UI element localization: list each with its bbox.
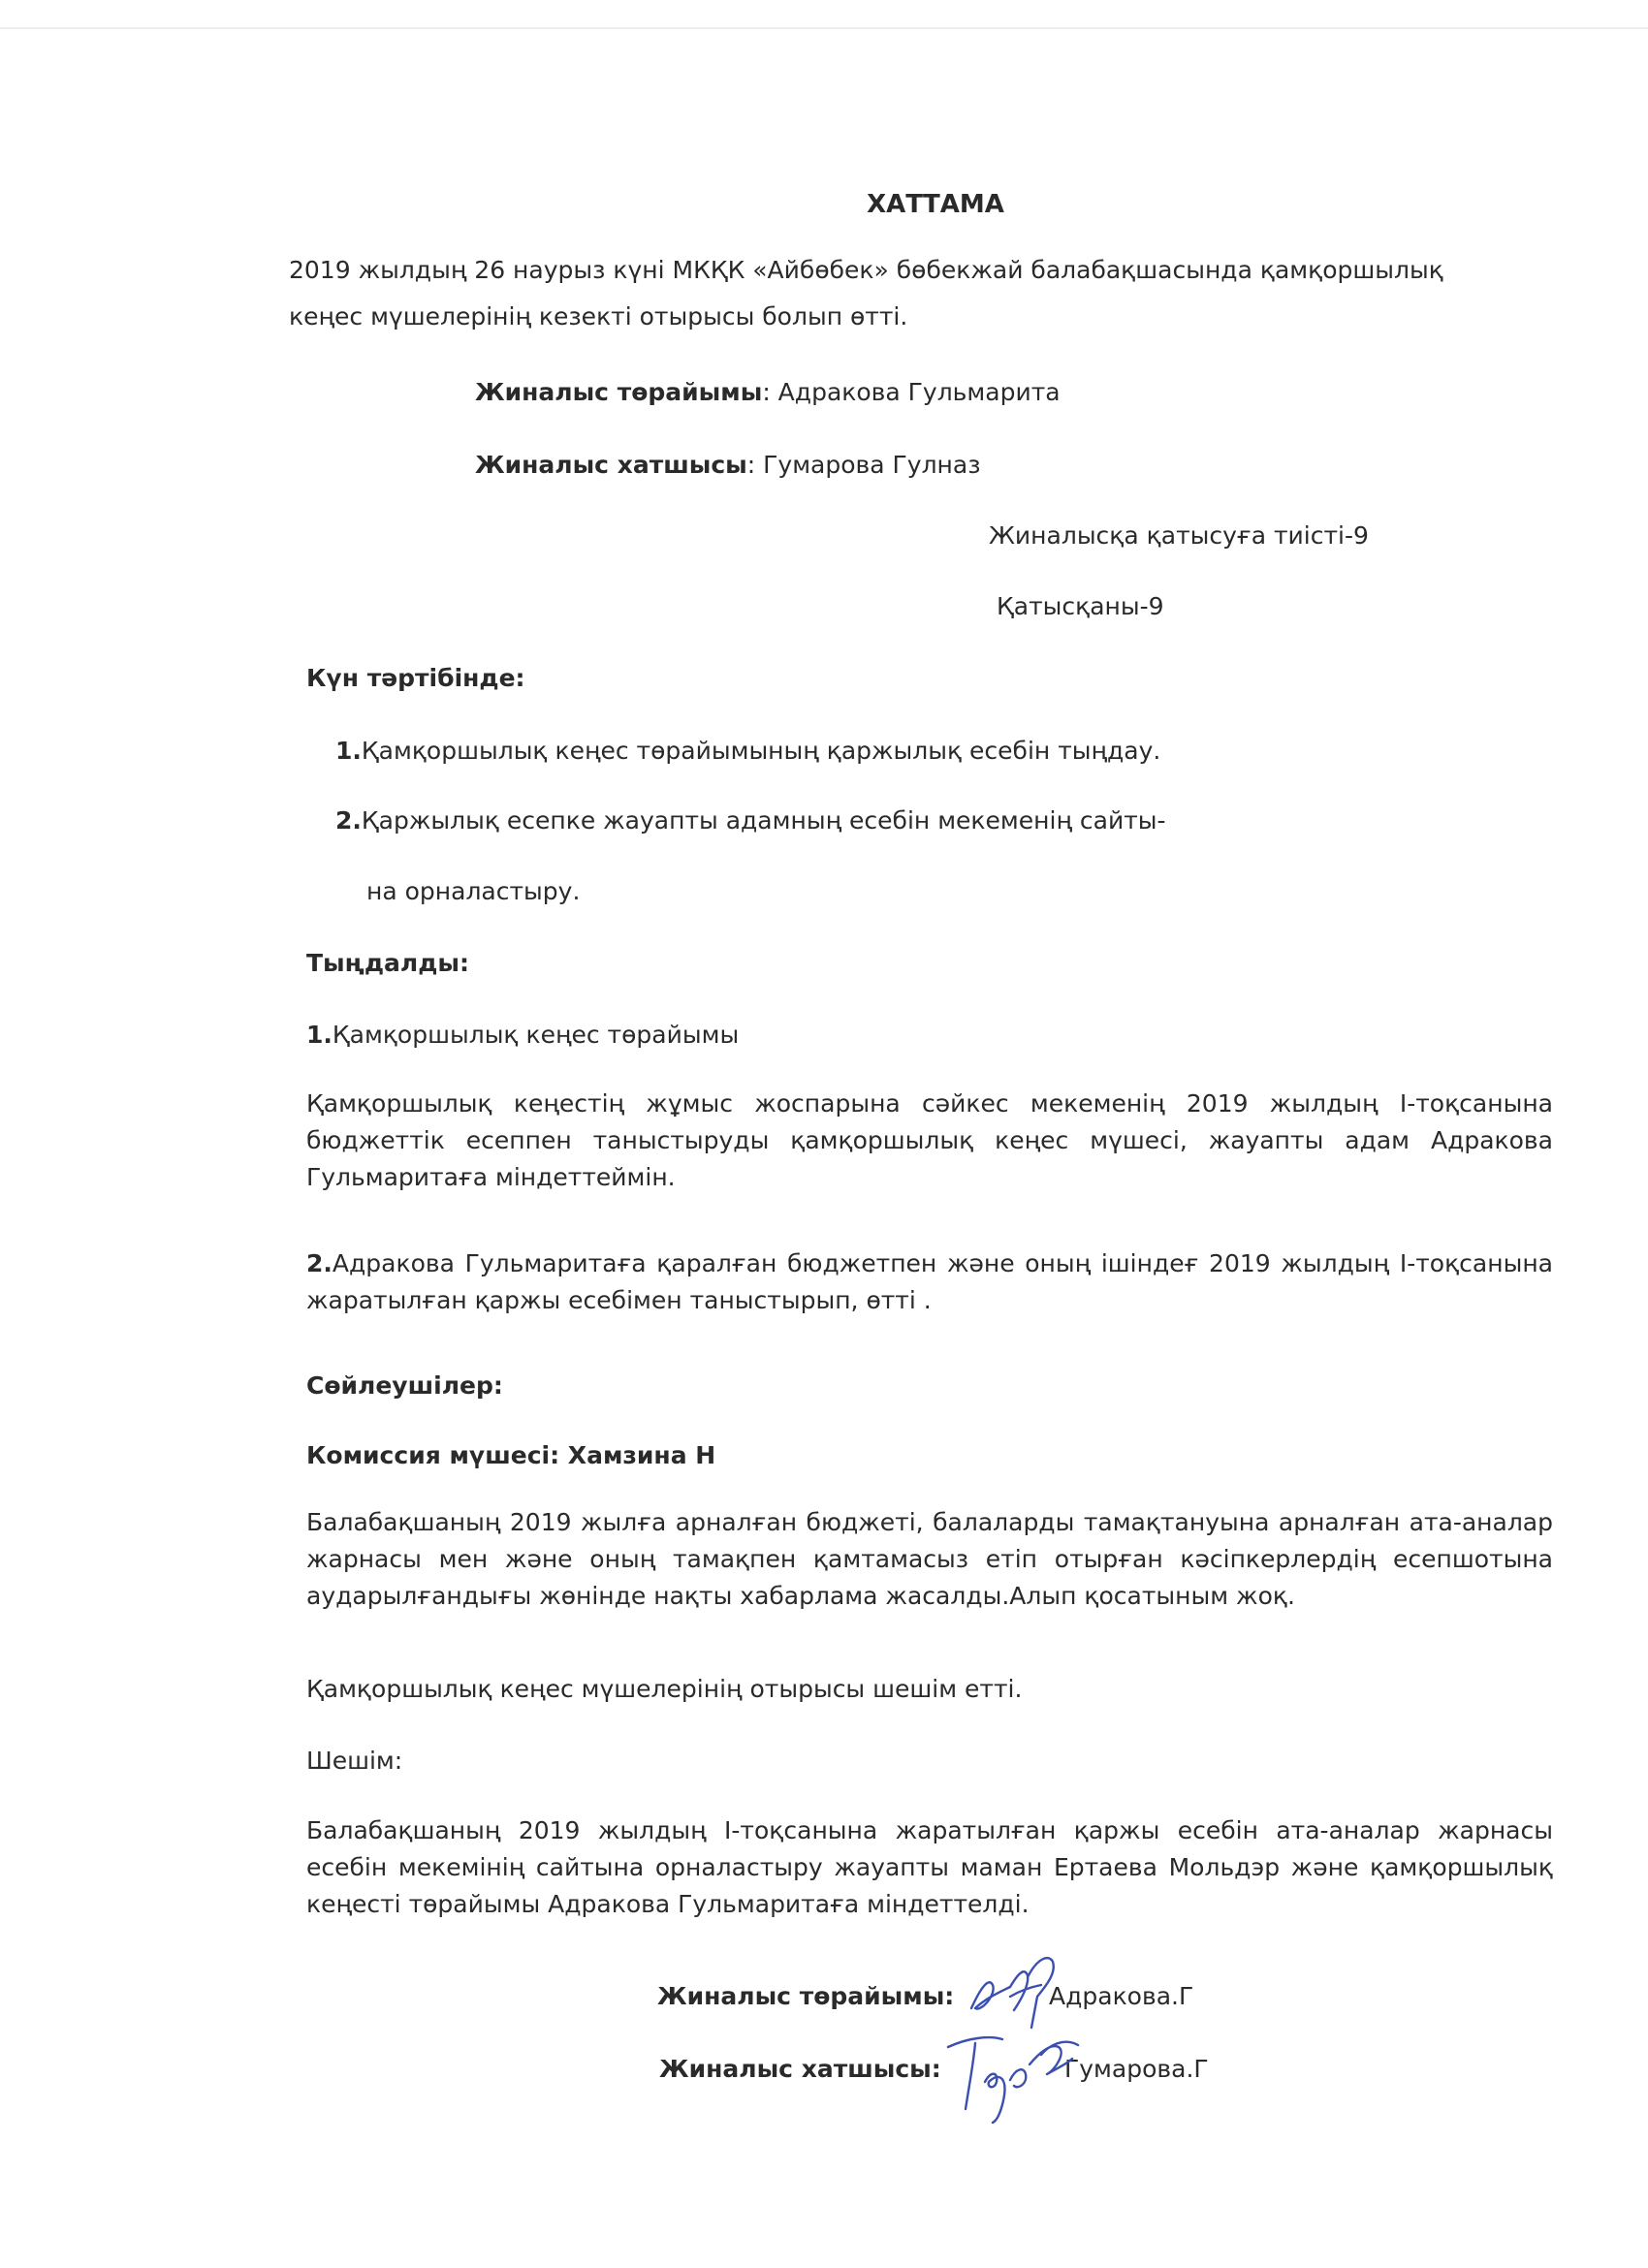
agenda-item-2-continuation: на орналастыру.	[366, 877, 581, 905]
decision-note: Қамқоршылық кеңес мүшелерінің отырысы шешім етті.	[306, 1675, 1023, 1703]
chair-label: Жиналыс төрайымы	[475, 378, 763, 406]
attendance-expected: Жиналысқа қатысуға тиісті-9	[989, 521, 1369, 550]
sign-secretary-label: Жиналыс хатшысы:	[659, 2055, 941, 2083]
heard-paragraph-1: Қамқоршылық кеңестің жұмыс жоспарына сәйкес мекеменің 2019 жылдың І-тоқсанына бюджеттік есеппен таныстыруды қамқоршылық кеңес мүшесі, жауапты адам Адракова Гульмаритаға міндеттеймін.	[306, 1089, 1553, 1191]
chair-signature	[960, 1948, 1066, 2035]
chair-value: : Адракова Гульмарита	[762, 378, 1061, 406]
heard-item-1-text: Қамқоршылық кеңес төрайымы	[332, 1021, 740, 1049]
agenda-item-2-number: 2.	[335, 806, 362, 835]
secretary-row	[475, 448, 981, 483]
agenda-item-1-number: 1.	[335, 737, 362, 765]
decision-heading: Шешім:	[306, 1747, 403, 1775]
secretary-value: : Гумарова Гулназ	[746, 451, 981, 479]
speaker-member: Комиссия мүшесі: Хамзина Н	[306, 1441, 716, 1469]
speakers-heading: Сөйлеушілер:	[306, 1371, 503, 1400]
secretary-label: Жиналыс хатшысы	[475, 451, 747, 479]
agenda-item-2	[335, 803, 1166, 838]
agenda-heading: Күн тәртібінде:	[306, 664, 525, 692]
decision-paragraph: Балабақшаның 2019 жылдың І-тоқсанына жаратылған қаржы есебін ата-аналар жарнасы есебін мекемінің сайтына орналастыру жауапты маман Ертаева Мольдэр және қамқоршылық кеңесті төрайымы Адракова Гульмаритаға міндеттелді.	[306, 1816, 1553, 1918]
agenda-item-1	[335, 734, 1160, 769]
intro-line-2: кеңес мүшелерінің кезекті отырысы болып өтті.	[289, 302, 908, 331]
speakers-paragraph: Балабақшаның 2019 жылға арналған бюджеті, балаларды тамақтануына арналған ата-аналар жарнасы мен және оның тамақпен қамтамасыз етіп отырған кәсіпкерлердің есепшотына аударылғандығы жөнінде нақты хабарлама жасалды.Алып қосатыным жоқ.	[306, 1508, 1553, 1610]
sign-secretary-name: Гумарова.Г	[1064, 2055, 1209, 2083]
heard-item-1-number: 1.	[306, 1021, 333, 1049]
sign-chair-label: Жиналыс төрайымы:	[657, 1982, 955, 2010]
chair-row	[475, 375, 1061, 410]
heard-item-2	[306, 1245, 1553, 1319]
heard-paragraph-2: Адракова Гульмаритаға қаралған бюджетпен және оның ішіндеғ 2019 жылдың І-тоқсанына жаратылған қаржы есебімен таныстырып, өтті .	[306, 1249, 1553, 1314]
heard-item-2-number: 2.	[306, 1249, 333, 1277]
attendance-present: Қатысқаны-9	[997, 592, 1164, 620]
sign-chair-name: Адракова.Г	[1049, 1982, 1194, 2010]
heard-item-1	[306, 1018, 739, 1053]
scan-edge-line	[0, 27, 1648, 29]
intro-line-1: 2019 жылдың 26 наурыз күні МКҚК «Айбөбек» бөбекжай балабақшасында қамқоршылық	[289, 256, 1443, 284]
document-title: ХАТТАМА	[867, 190, 1004, 219]
agenda-item-1-text: Қамқоршылық кеңес төрайымының қаржылық есебін тыңдау.	[361, 737, 1161, 765]
agenda-item-2-text: Қаржылық есепке жауапты адамның есебін мекеменің сайты-	[361, 806, 1166, 835]
secretary-signature	[940, 2026, 1086, 2132]
heard-heading: Тыңдалды:	[306, 949, 470, 977]
